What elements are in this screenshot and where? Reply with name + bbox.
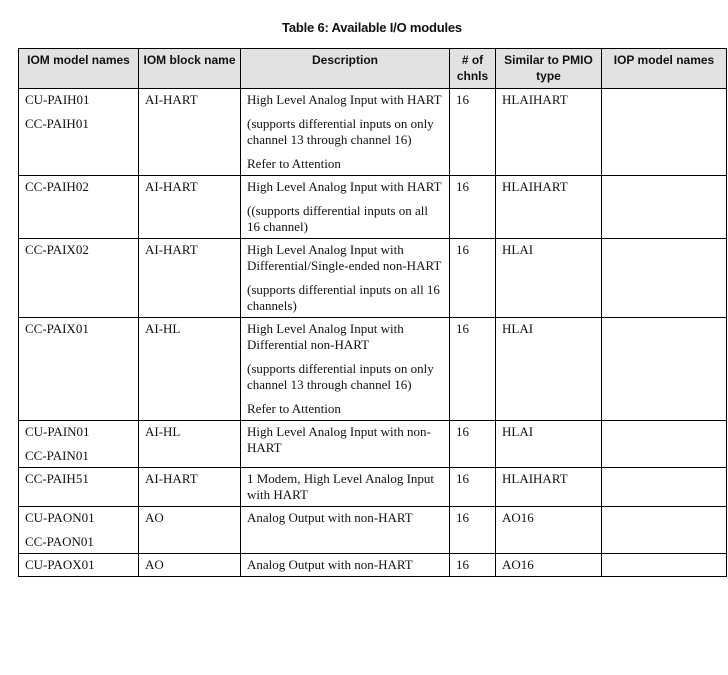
channels-cell: 16 — [450, 507, 496, 554]
pmio-type-cell: HLAI — [496, 421, 602, 468]
table-row — [19, 421, 727, 468]
description-text: Analog Output with non-HART — [247, 510, 413, 525]
header-iom-model-names: IOM model names — [19, 49, 139, 89]
channels-cell: 16 — [450, 176, 496, 239]
table-row — [19, 468, 727, 507]
description-cell — [241, 89, 450, 176]
iom-model-names-cell — [19, 421, 139, 468]
iop-model-names-cell — [602, 176, 727, 239]
channels-cell: 16 — [450, 421, 496, 468]
iom-model-name: CC-PAIH01 — [25, 116, 89, 131]
iom-model-name: CC-PAIX02 — [25, 242, 89, 257]
description-text: (supports differential inputs on only channel 13 through channel 16) — [247, 116, 434, 147]
table-row — [19, 507, 727, 554]
channels-cell: 16 — [450, 468, 496, 507]
description-text: High Level Analog Input with Differential/Single-ended non-HART — [247, 242, 442, 273]
iom-model-names-cell — [19, 468, 139, 507]
iom-block-name-cell: AI-HART — [139, 468, 241, 507]
description-cell — [241, 318, 450, 421]
iop-model-names-cell — [602, 468, 727, 507]
io-modules-table — [18, 48, 727, 577]
description-text: ((supports differential inputs on all 16 channel) — [247, 203, 429, 234]
header-channels: # of chnls — [450, 49, 496, 89]
iom-model-name: CU-PAON01 — [25, 510, 95, 525]
table-body — [19, 89, 727, 577]
table-row — [19, 176, 727, 239]
pmio-type-cell: HLAIHART — [496, 89, 602, 176]
iop-model-names-cell — [602, 318, 727, 421]
iom-model-name: CC-PAIN01 — [25, 448, 89, 463]
iom-model-names-cell — [19, 176, 139, 239]
pmio-type-cell: AO16 — [496, 554, 602, 577]
iom-model-name: CC-PAIH02 — [25, 179, 89, 194]
pmio-type-cell: HLAIHART — [496, 468, 602, 507]
iom-model-names-cell — [19, 318, 139, 421]
iom-model-name: CU-PAIH01 — [25, 92, 90, 107]
channels-cell: 16 — [450, 554, 496, 577]
iom-block-name-cell: AI-HART — [139, 89, 241, 176]
header-iop-model-names: IOP model names — [602, 49, 727, 89]
table-row — [19, 239, 727, 318]
pmio-type-cell: HLAI — [496, 239, 602, 318]
iom-model-name: CU-PAIN01 — [25, 424, 90, 439]
iom-model-name: CC-PAON01 — [25, 534, 94, 549]
description-text: 1 Modem, High Level Analog Input with HART — [247, 471, 435, 502]
description-text: Refer to Attention — [247, 156, 341, 171]
description-text: High Level Analog Input with non-HART — [247, 424, 431, 455]
iom-block-name-cell: AI-HART — [139, 176, 241, 239]
iom-block-name-cell: AO — [139, 554, 241, 577]
description-cell — [241, 554, 450, 577]
iom-block-name-cell: AI-HL — [139, 318, 241, 421]
header-iom-block-name: IOM block name — [139, 49, 241, 89]
iom-model-names-cell — [19, 507, 139, 554]
iop-model-names-cell — [602, 507, 727, 554]
table-row — [19, 89, 727, 176]
iop-model-names-cell — [602, 421, 727, 468]
pmio-type-cell: HLAI — [496, 318, 602, 421]
channels-cell: 16 — [450, 318, 496, 421]
table-caption: Table 6: Available I/O modules — [282, 20, 462, 35]
header-similar-pmio-type: Similar to PMIO type — [496, 49, 602, 89]
iom-model-name: CU-PAOX01 — [25, 557, 95, 572]
description-cell — [241, 176, 450, 239]
iop-model-names-cell — [602, 239, 727, 318]
description-text: High Level Analog Input with Differential non-HART — [247, 321, 404, 352]
description-cell — [241, 421, 450, 468]
iom-model-names-cell — [19, 554, 139, 577]
description-text: High Level Analog Input with HART — [247, 92, 442, 107]
description-text: Refer to Attention — [247, 401, 341, 416]
channels-cell: 16 — [450, 239, 496, 318]
iom-model-name: CC-PAIX01 — [25, 321, 89, 336]
table-header — [19, 49, 727, 89]
pmio-type-cell: HLAIHART — [496, 176, 602, 239]
iom-model-names-cell — [19, 89, 139, 176]
iom-model-name: CC-PAIH51 — [25, 471, 89, 486]
header-description: Description — [241, 49, 450, 89]
iom-block-name-cell: AO — [139, 507, 241, 554]
description-cell — [241, 468, 450, 507]
pmio-type-cell: AO16 — [496, 507, 602, 554]
description-text: (supports differential inputs on only channel 13 through channel 16) — [247, 361, 434, 392]
channels-cell: 16 — [450, 89, 496, 176]
table-row — [19, 318, 727, 421]
iom-model-names-cell — [19, 239, 139, 318]
table-row — [19, 554, 727, 577]
description-text: Analog Output with non-HART — [247, 557, 413, 572]
description-text: High Level Analog Input with HART — [247, 179, 442, 194]
iop-model-names-cell — [602, 89, 727, 176]
iom-block-name-cell: AI-HL — [139, 421, 241, 468]
description-cell — [241, 507, 450, 554]
description-text: (supports differential inputs on all 16 channels) — [247, 282, 440, 313]
iop-model-names-cell — [602, 554, 727, 577]
iom-block-name-cell: AI-HART — [139, 239, 241, 318]
description-cell — [241, 239, 450, 318]
header-row — [19, 49, 727, 89]
